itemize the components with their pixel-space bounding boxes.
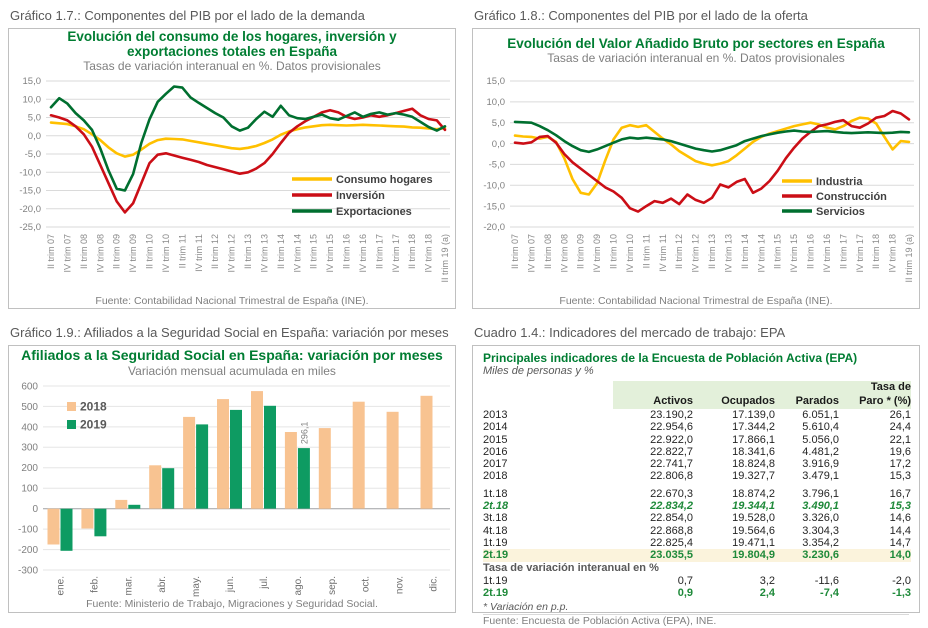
- legend-label-construcci-n: Construcción: [816, 191, 887, 203]
- x-axis-tick-label: II trim 07: [510, 234, 520, 270]
- table-row-variation-2t-19: 2t.19 0,9 2,4 -7,4 -1,3: [483, 587, 912, 600]
- x-axis-tick-label: IV trim 12: [226, 234, 237, 273]
- bar-2018-jul-: [251, 391, 263, 509]
- table-row-quarter-1t-19: 1t.19 22.825,4 19.471,1 3.354,2 14,7: [483, 536, 912, 549]
- x-axis-tick-label: oct.: [360, 576, 372, 593]
- x-axis-tick-label: II trim 12: [210, 234, 221, 270]
- bar-2018-ago-: [285, 432, 297, 509]
- bar-2019-feb-: [94, 509, 106, 537]
- epa-table-subtitle: Miles de personas y %: [483, 365, 594, 377]
- bar-2019-jul-: [264, 406, 276, 509]
- y-axis-tick-label: 0: [32, 504, 38, 516]
- x-axis-tick-label: II trim 16: [805, 234, 816, 270]
- table-row-year-2015: 2015 22.922,0 17.866,1 5.056,0 22,1: [483, 433, 912, 446]
- chart-subtitle-demanda: Tasas de variación interanual en %. Datos provisionales: [83, 59, 381, 74]
- chart-subtitle-afiliados: Variación mensual acumulada en miles: [128, 363, 336, 378]
- bar-2018-sep-: [319, 428, 331, 509]
- x-axis-tick-label: II trim 10: [144, 234, 155, 270]
- table-header-row-top: Tasa de: [483, 381, 911, 394]
- y-axis-tick-label: -25,0: [19, 222, 41, 234]
- x-axis-tick-label: II trim 15: [772, 234, 783, 270]
- chart-panel-afiliados: [8, 345, 456, 613]
- table-panel-epa: [472, 345, 920, 628]
- bar-2019-jun-: [230, 410, 242, 509]
- x-axis-tick-label: IV trim 13: [723, 234, 734, 273]
- y-axis-tick-label: 600: [21, 381, 38, 393]
- epa-table-footnote: * Variación en p.p.: [483, 600, 569, 613]
- legend-label-exportaciones: Exportaciones: [336, 206, 412, 218]
- x-axis-tick-label: II trim 10: [608, 234, 619, 270]
- x-axis-tick-label: IV trim 10: [624, 234, 635, 273]
- table-row-quarter-1t-18: 1t.18 22.670,3 18.874,2 3.796,1 16,7: [483, 487, 912, 500]
- bar-2018-mar-: [115, 500, 127, 509]
- x-axis-tick-label: IV trim 08: [559, 234, 570, 273]
- y-axis-tick-label: -15,0: [483, 201, 505, 213]
- heading-grafico-1-7: Gráfico 1.7.: Componentes del PIB por el lado de la demanda: [10, 8, 365, 23]
- chart-title-demanda: Evolución del consumo de los hogares, inversión y exportaciones totales en España: [67, 28, 397, 59]
- quadrant-cuadro-1-4: [464, 320, 928, 628]
- bar-chart-afiliados: [9, 380, 455, 598]
- y-axis-tick-label: 400: [21, 422, 38, 434]
- chart-source-afiliados: Fuente: Ministerio de Trabajo, Migraciones y Seguridad Social.: [86, 598, 378, 610]
- legend-label-2019: 2019: [80, 417, 107, 432]
- y-axis-tick-label: 10,0: [486, 97, 505, 109]
- x-axis-tick-label: IV trim 12: [690, 234, 701, 273]
- title-block-demanda: [9, 29, 455, 73]
- x-axis-tick-label: II trim 18: [407, 234, 418, 270]
- bar-2018-ene-: [48, 509, 60, 545]
- legend-label-inversi-n: Inversión: [336, 190, 385, 202]
- epa-table-wrap: [473, 346, 919, 628]
- x-axis-tick-label: II trim 14: [739, 234, 750, 270]
- x-axis-tick-label: ene.: [55, 576, 67, 596]
- chart-title-afiliados: Afiliados a la Seguridad Social en España: variación por meses: [21, 347, 443, 364]
- y-axis-tick-label: 15,0: [486, 76, 505, 88]
- line-chart-oferta: [473, 73, 919, 295]
- x-axis-tick-label: II trim 08: [542, 234, 553, 270]
- x-axis-tick-label: IV trim 16: [821, 234, 832, 273]
- bar-value-label: 296,1: [299, 421, 310, 445]
- table-row-year-2017: 2017 22.741,7 18.824,8 3.916,9 17,2: [483, 458, 912, 471]
- bar-2018-feb-: [81, 509, 93, 529]
- legend-swatch-2018: [67, 402, 76, 411]
- y-axis-tick-label: -10,0: [19, 167, 41, 179]
- x-axis-tick-label: IV trim 16: [357, 234, 368, 273]
- table-row-quarter-2t-19: 2t.19 23.035,5 19.804,9 3.230,6 14,0: [483, 549, 912, 562]
- bar-2019-may-: [196, 424, 208, 508]
- table-row-year-2014: 2014 22.954,6 17.344,2 5.610,4 24,4: [483, 421, 912, 434]
- x-axis-tick-label: IV trim 17: [854, 234, 865, 273]
- x-axis-tick-label: II trim 17: [374, 234, 385, 270]
- line-chart-demanda: [9, 73, 455, 295]
- bar-2018-dic-: [421, 396, 433, 509]
- x-axis-tick-label: IV trim 07: [62, 234, 73, 273]
- x-axis-tick-label: IV trim 17: [390, 234, 401, 273]
- x-axis-tick-label: abr.: [157, 576, 169, 593]
- table-section-row: Tasa de variación interanual en %: [483, 561, 659, 574]
- x-axis-tick-label: IV trim 14: [292, 234, 303, 273]
- y-axis-tick-label: 0,0: [491, 138, 505, 150]
- quadrant-grafico-1-9: [0, 320, 464, 621]
- title-block-oferta: [473, 29, 919, 73]
- y-axis-tick-label: 5,0: [27, 112, 41, 124]
- x-axis-tick-label: II trim 14: [275, 234, 286, 270]
- title-block-afiliados: [9, 346, 455, 380]
- x-axis-tick-label: IV trim 15: [789, 234, 800, 273]
- heading-cuadro-1-4: Cuadro 1.4.: Indicadores del mercado de trabajo: EPA: [474, 325, 786, 340]
- x-axis-tick-label: IV trim 09: [128, 234, 139, 273]
- x-axis-tick-label: IV trim 18: [423, 234, 434, 273]
- y-axis-tick-label: -5,0: [24, 149, 41, 161]
- heading-grafico-1-9: Gráfico 1.9.: Afiliados a la Seguridad Social en España: variación por meses: [10, 325, 449, 340]
- legend-label-2018: 2018: [80, 399, 107, 414]
- x-axis-tick-label: IV trim 11: [657, 234, 668, 272]
- x-axis-tick-label: sep.: [326, 576, 338, 595]
- x-axis-tick-label: II trim 18: [871, 234, 882, 270]
- y-axis-tick-label: 15,0: [22, 76, 41, 88]
- x-axis-tick-label: IV trim 15: [325, 234, 336, 273]
- table-row-year-2013: 2013 23.190,2 17.139,0 6.051,1 26,1: [483, 409, 912, 421]
- legend-label-industria: Industria: [816, 176, 863, 188]
- x-axis-tick-label: IV trim 10: [160, 234, 171, 273]
- chart-panel-demanda: [8, 28, 456, 309]
- legend-swatch-2019: [67, 420, 76, 429]
- epa-table-source: Fuente: Encuesta de Población Activa (EPA), INE.: [483, 614, 909, 628]
- chart-source-demanda: Fuente: Contabilidad Nacional Trimestral de España (INE).: [95, 295, 369, 307]
- y-axis-tick-label: 100: [21, 483, 38, 495]
- x-axis-tick-label: IV trim 11: [193, 234, 204, 272]
- table-row-quarter-3t-18: 3t.18 22.854,0 19.528,0 3.326,0 14,6: [483, 512, 912, 525]
- bar-2019-mar-: [128, 505, 140, 509]
- x-axis-tick-label: II trim 07: [46, 234, 56, 270]
- chart-title-oferta: Evolución del Valor Añadido Bruto por sectores en España: [507, 36, 885, 52]
- x-axis-tick-label: II trim 11: [177, 234, 188, 269]
- legend-label-servicios: Servicios: [816, 206, 865, 218]
- y-axis-tick-label: -100: [17, 524, 38, 536]
- x-axis-tick-label: II trim 09: [111, 234, 122, 270]
- table-row-quarter-4t-18: 4t.18 22.868,8 19.564,6 3.304,3 14,4: [483, 524, 912, 537]
- x-axis-tick-label: II trim 09: [575, 234, 586, 270]
- chart-panel-oferta: [472, 28, 920, 309]
- bar-2018-abr-: [149, 465, 161, 508]
- table-row-year-2016: 2016 22.822,7 18.341,6 4.481,2 19,6: [483, 445, 912, 458]
- x-axis-tick-label: feb.: [89, 576, 101, 593]
- y-axis-tick-label: 10,0: [22, 94, 41, 106]
- x-axis-tick-label: IV trim 18: [887, 234, 898, 273]
- x-axis-tick-label: II trim 19 (a): [904, 234, 914, 283]
- bar-2019-abr-: [162, 468, 174, 509]
- y-axis-tick-label: 5,0: [491, 117, 505, 129]
- x-axis-tick-label: IV trim 07: [526, 234, 537, 273]
- x-axis-tick-label: II trim 19 (a): [440, 234, 450, 283]
- bar-2019-ago-: [298, 448, 310, 509]
- x-axis-tick-label: IV trim 09: [592, 234, 603, 273]
- legend-label-consumo-hogares: Consumo hogares: [336, 174, 433, 186]
- table-row-variation-1t-19: 1t.19 0,7 3,2 -11,6 -2,0: [483, 575, 912, 588]
- bar-2018-oct-: [353, 402, 365, 509]
- y-axis-tick-label: 500: [21, 401, 38, 413]
- y-axis-tick-label: 0,0: [27, 131, 41, 142]
- epa-table-title: Principales indicadores de la Encuesta de Población Activa (EPA): [483, 351, 858, 365]
- quadrant-grafico-1-8: [464, 0, 928, 320]
- y-axis-tick-label: -300: [17, 565, 38, 577]
- y-axis-tick-label: -15,0: [19, 185, 41, 197]
- epa-table: [483, 381, 911, 600]
- table-row-quarter-2t-18: 2t.18 22.834,2 19.344,1 3.490,1 15,3: [483, 500, 912, 513]
- x-axis-tick-label: II trim 13: [243, 234, 253, 270]
- heading-grafico-1-8: Gráfico 1.8.: Componentes del PIB por el lado de la oferta: [474, 8, 808, 23]
- y-axis-tick-label: -10,0: [483, 180, 505, 192]
- x-axis-tick-label: II trim 15: [308, 234, 319, 270]
- y-axis-tick-label: -5,0: [488, 159, 505, 171]
- chart-subtitle-oferta: Tasas de variación interanual en %. Datos provisionales: [547, 51, 845, 66]
- bar-2018-jun-: [217, 399, 229, 509]
- y-axis-tick-label: 200: [21, 463, 38, 475]
- x-axis-tick-label: ago.: [292, 576, 304, 596]
- x-axis-tick-label: II trim 11: [641, 234, 652, 269]
- chart-source-oferta: Fuente: Contabilidad Nacional Trimestral de España (INE).: [559, 295, 833, 307]
- y-axis-tick-label: -200: [17, 545, 38, 556]
- x-axis-tick-label: II trim 16: [341, 234, 352, 270]
- table-header-row-columns: Activos Ocupados Parados Paro * (%): [483, 394, 911, 409]
- y-axis-tick-label: -20,0: [19, 203, 41, 215]
- quadrant-grafico-1-7: [0, 0, 464, 320]
- x-axis-tick-label: II trim 13: [707, 234, 717, 270]
- x-axis-tick-label: II trim 17: [838, 234, 849, 270]
- y-axis-tick-label: -20,0: [483, 222, 505, 234]
- x-axis-tick-label: dic.: [428, 576, 440, 592]
- x-axis-tick-label: IV trim 13: [259, 234, 270, 273]
- x-axis-tick-label: II trim 08: [78, 234, 89, 270]
- x-axis-tick-label: II trim 12: [674, 234, 685, 270]
- x-axis-tick-label: may.: [191, 576, 203, 597]
- y-axis-tick-label: 300: [21, 442, 38, 454]
- x-axis-tick-label: jul.: [259, 576, 270, 589]
- table-row-year-2018: 2018 22.806,8 19.327,7 3.479,1 15,3: [483, 470, 912, 483]
- x-axis-tick-label: mar.: [123, 576, 135, 596]
- x-axis-tick-label: jun.: [225, 576, 236, 593]
- x-axis-tick-label: nov.: [394, 576, 406, 595]
- x-axis-tick-label: IV trim 08: [95, 234, 106, 273]
- bar-2018-nov-: [387, 412, 399, 509]
- bar-2019-ene-: [61, 509, 73, 551]
- series-line-inversi-n: [51, 109, 445, 213]
- bar-2018-may-: [183, 417, 195, 509]
- x-axis-tick-label: IV trim 14: [756, 234, 767, 273]
